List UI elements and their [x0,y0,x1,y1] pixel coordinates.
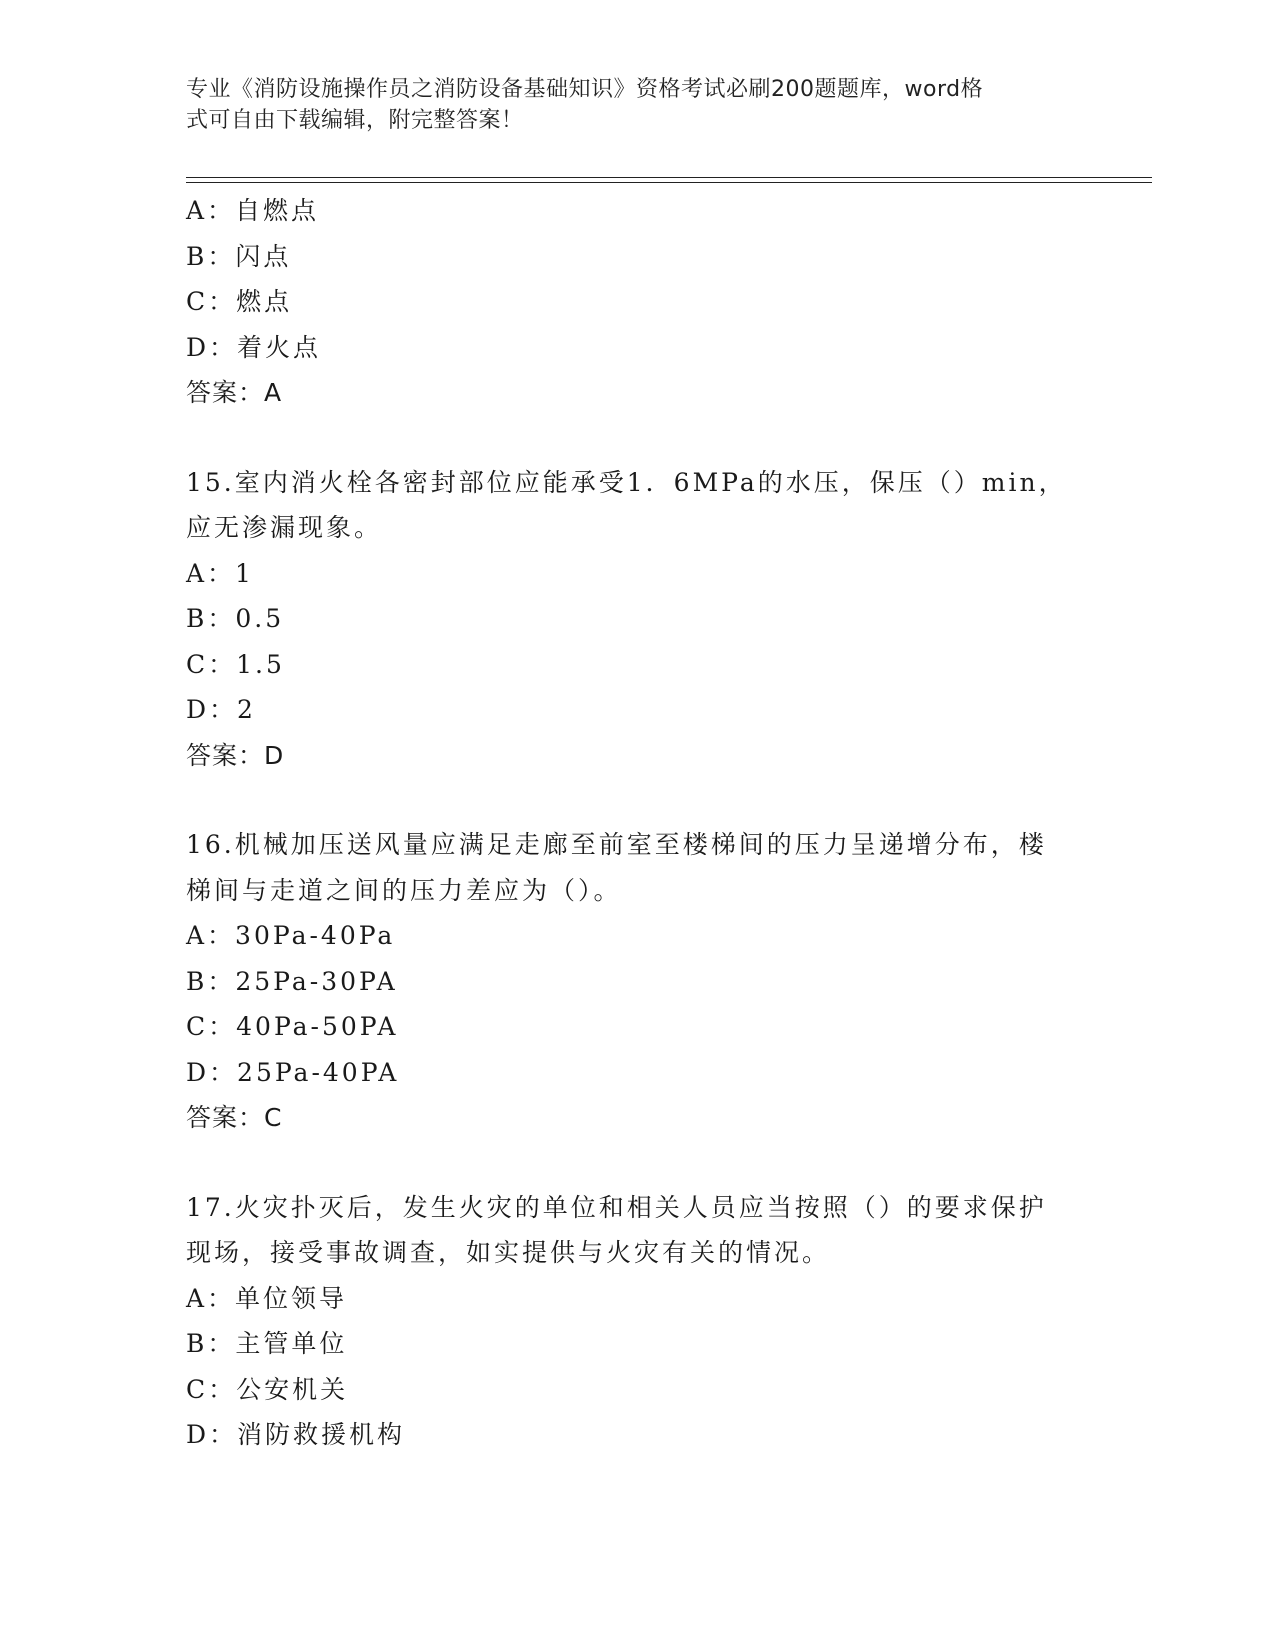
option-a: A：1 [186,558,254,588]
option-a: A：单位领导 [186,1283,348,1313]
document-header [186,74,1066,136]
option-a: A：自燃点 [186,196,320,225]
option-b: B：闪点 [186,241,292,271]
header-divider [186,182,1152,183]
option-b: B：0.5 [186,604,285,633]
option-c: C：公安机关 [186,1374,349,1404]
question-stem: 应无渗漏现象。 [186,513,383,542]
option-c: C：40Pa-50PA [186,1012,399,1041]
question-block [186,188,1086,416]
header-line: 式可自由下载编辑，附完整答案！ [186,108,524,133]
question-block [186,1185,1086,1458]
option-c: C：燃点 [186,287,293,316]
question-stem: 梯间与走道之间的压力差应为（）。 [186,875,622,905]
answer-line: 答案：C [186,1103,283,1132]
option-b: B：25Pa-30PA [186,966,398,996]
question-stem: 16.机械加压送风量应满足走廊至前室至楼梯间的压力呈递增分布，楼 [186,830,1047,859]
header-divider [186,177,1152,178]
question-stem: 17.火灾扑灭后，发生火灾的单位和相关人员应当按照（）的要求保护 [186,1192,1047,1222]
option-d: D：25Pa-40PA [186,1057,400,1087]
option-d: D：消防救援机构 [186,1420,406,1449]
answer-line: 答案：A [186,378,283,407]
question-block [186,822,1086,1141]
header-line: 专业《消防设施操作员之消防设备基础知识》资格考试必刷200题题库，word格 [186,77,984,102]
option-d: D：着火点 [186,332,322,362]
option-a: A：30Pa-40Pa [186,921,396,950]
answer-line: 答案：D [186,740,285,770]
option-d: D：2 [186,695,256,724]
question-list [186,188,1086,1458]
option-c: C：1.5 [186,649,285,679]
question-stem: 现场，接受事故调查，如实提供与火灾有关的情况。 [186,1238,831,1267]
question-stem: 15.室内消火栓各密封部位应能承受1．6MPa的水压，保压（）min， [186,467,1067,497]
option-b: B：主管单位 [186,1329,348,1358]
question-block [186,460,1086,779]
